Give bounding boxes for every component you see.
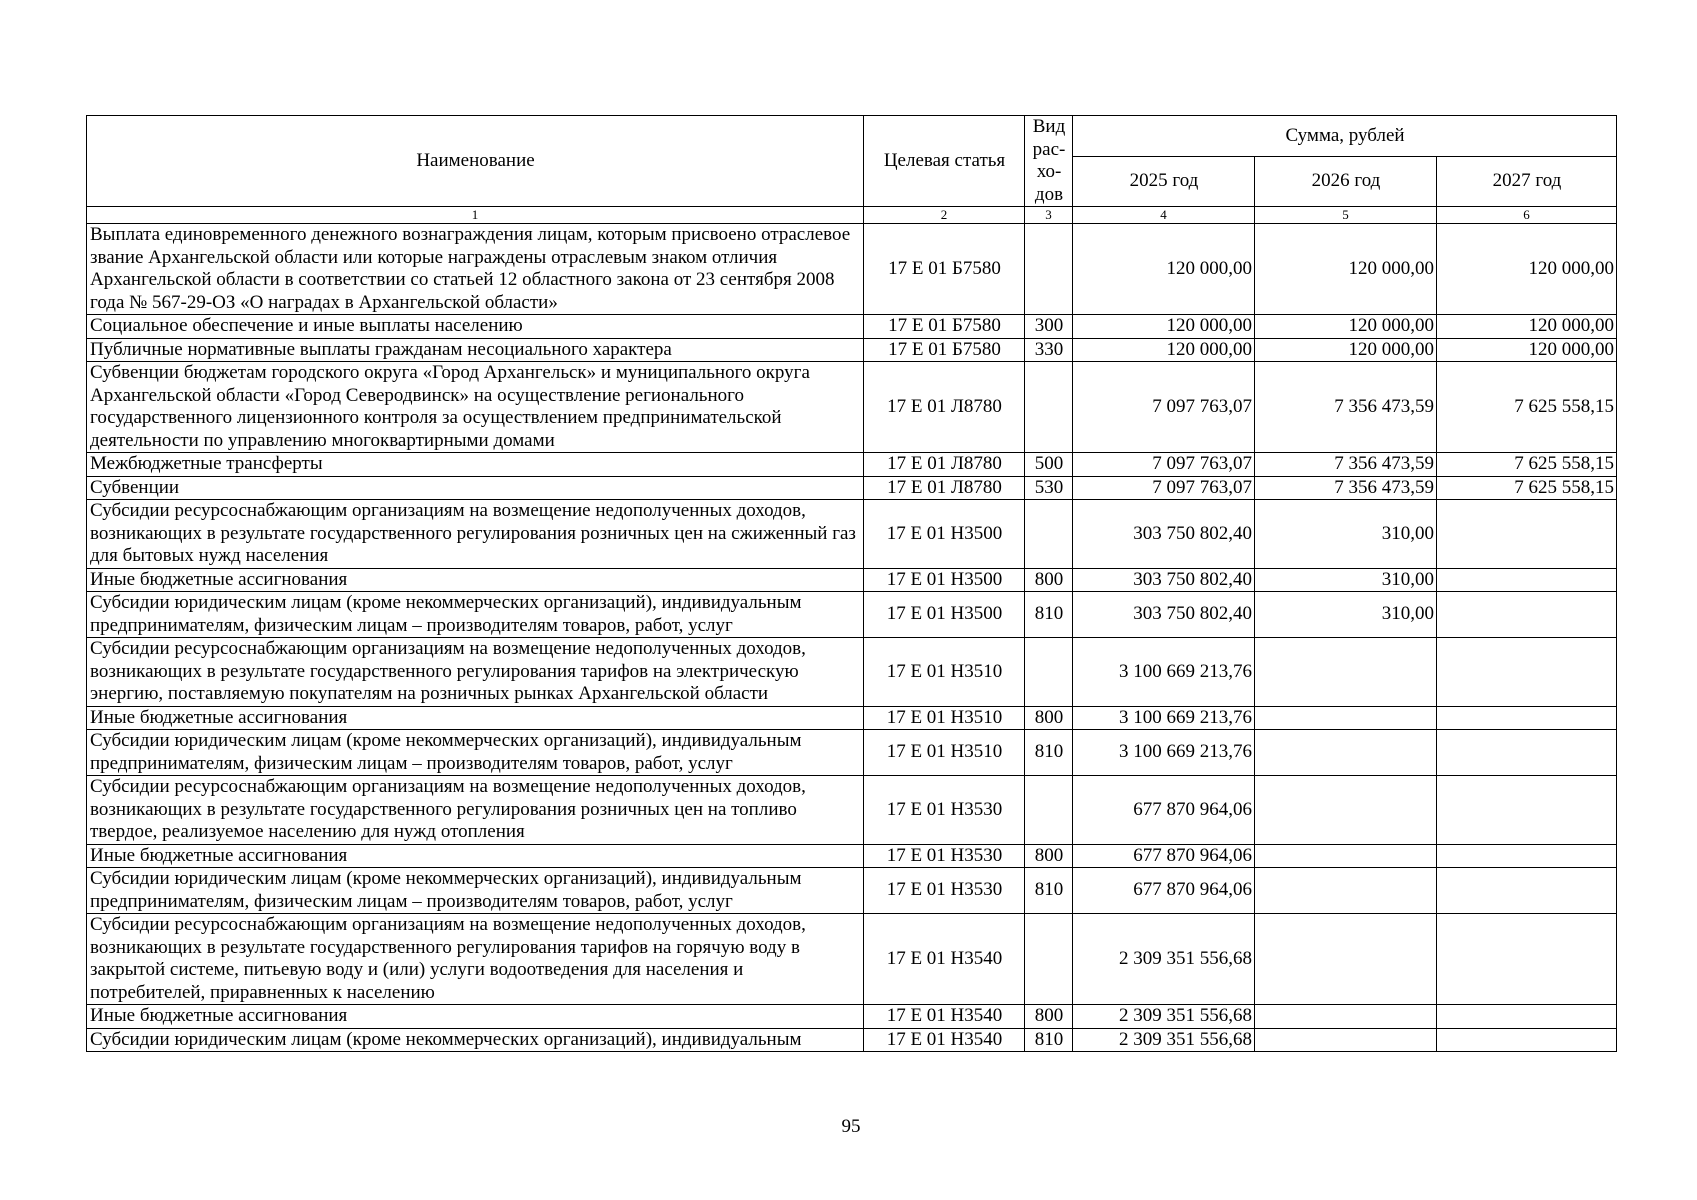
row-name: Субсидии юридическим лицам (кроме некоммерческих организаций), индивидуальным bbox=[87, 1028, 864, 1052]
table-row bbox=[87, 638, 1617, 707]
row-sum-2027 bbox=[1437, 638, 1617, 707]
row-name: Субсидии ресурсоснабжающим организациям на возмещение недополученных доходов, возникающих в результате государственного регулирования розничных цен на топливо твердое, реализуемое населению для нужд отопления bbox=[87, 776, 864, 845]
row-expense-kind bbox=[1025, 638, 1073, 707]
row-sum-2026 bbox=[1255, 730, 1437, 776]
row-expense-kind: 810 bbox=[1025, 592, 1073, 638]
row-expense-kind bbox=[1025, 362, 1073, 453]
row-name: Межбюджетные трансферты bbox=[87, 453, 864, 477]
row-sum-2026 bbox=[1255, 1005, 1437, 1029]
table-row bbox=[87, 338, 1617, 362]
table-row bbox=[87, 914, 1617, 1005]
header-name: Наименование bbox=[87, 116, 864, 207]
row-expense-kind: 800 bbox=[1025, 568, 1073, 592]
row-sum-2025: 303 750 802,40 bbox=[1073, 568, 1255, 592]
row-target-article: 17 Е 01 Б7580 bbox=[864, 338, 1025, 362]
row-sum-2026 bbox=[1255, 914, 1437, 1005]
row-name: Публичные нормативные выплаты гражданам несоциального характера bbox=[87, 338, 864, 362]
row-sum-2025: 2 309 351 556,68 bbox=[1073, 914, 1255, 1005]
row-name: Иные бюджетные ассигнования bbox=[87, 706, 864, 730]
row-sum-2025: 120 000,00 bbox=[1073, 315, 1255, 339]
row-target-article: 17 Е 01 Н3540 bbox=[864, 1028, 1025, 1052]
row-sum-2026 bbox=[1255, 1028, 1437, 1052]
row-sum-2027: 120 000,00 bbox=[1437, 224, 1617, 315]
row-expense-kind: 300 bbox=[1025, 315, 1073, 339]
table-row bbox=[87, 730, 1617, 776]
row-sum-2025: 677 870 964,06 bbox=[1073, 844, 1255, 868]
row-name: Иные бюджетные ассигнования bbox=[87, 1005, 864, 1029]
row-sum-2027 bbox=[1437, 1005, 1617, 1029]
row-sum-2025: 2 309 351 556,68 bbox=[1073, 1005, 1255, 1029]
row-target-article: 17 Е 01 Н3510 bbox=[864, 730, 1025, 776]
row-expense-kind: 330 bbox=[1025, 338, 1073, 362]
row-sum-2026 bbox=[1255, 706, 1437, 730]
page-number: 95 bbox=[841, 1116, 861, 1137]
table-row bbox=[87, 568, 1617, 592]
row-target-article: 17 Е 01 Л8780 bbox=[864, 476, 1025, 500]
header-year-2025: 2025 год bbox=[1073, 157, 1255, 207]
row-target-article: 17 Е 01 Н3510 bbox=[864, 706, 1025, 730]
row-sum-2025: 120 000,00 bbox=[1073, 224, 1255, 315]
column-number: 3 bbox=[1025, 207, 1073, 224]
row-sum-2025: 677 870 964,06 bbox=[1073, 776, 1255, 845]
row-sum-2025: 303 750 802,40 bbox=[1073, 500, 1255, 569]
budget-table bbox=[86, 115, 1617, 1052]
row-sum-2027: 120 000,00 bbox=[1437, 338, 1617, 362]
row-sum-2025: 303 750 802,40 bbox=[1073, 592, 1255, 638]
row-expense-kind: 810 bbox=[1025, 1028, 1073, 1052]
row-sum-2027: 7 625 558,15 bbox=[1437, 362, 1617, 453]
row-sum-2026: 120 000,00 bbox=[1255, 315, 1437, 339]
row-target-article: 17 Е 01 Н3530 bbox=[864, 776, 1025, 845]
row-sum-2025: 7 097 763,07 bbox=[1073, 453, 1255, 477]
row-name: Иные бюджетные ассигнования bbox=[87, 568, 864, 592]
row-sum-2027 bbox=[1437, 776, 1617, 845]
table-body bbox=[87, 207, 1617, 1052]
table-row bbox=[87, 476, 1617, 500]
row-sum-2026 bbox=[1255, 868, 1437, 914]
row-sum-2025: 120 000,00 bbox=[1073, 338, 1255, 362]
header-sum: Сумма, рублей bbox=[1073, 116, 1617, 157]
row-sum-2027 bbox=[1437, 706, 1617, 730]
row-sum-2027 bbox=[1437, 568, 1617, 592]
row-name: Субвенции bbox=[87, 476, 864, 500]
row-name: Субсидии юридическим лицам (кроме некоммерческих организаций), индивидуальным предпринимателям, физическим лицам – производителям товаров, работ, услуг bbox=[87, 730, 864, 776]
table-row bbox=[87, 224, 1617, 315]
row-target-article: 17 Е 01 Л8780 bbox=[864, 453, 1025, 477]
row-sum-2027: 120 000,00 bbox=[1437, 315, 1617, 339]
row-target-article: 17 Е 01 Н3540 bbox=[864, 1005, 1025, 1029]
row-sum-2026 bbox=[1255, 776, 1437, 845]
row-expense-kind bbox=[1025, 500, 1073, 569]
table-row bbox=[87, 1028, 1617, 1052]
table-row bbox=[87, 776, 1617, 845]
column-number: 1 bbox=[87, 207, 864, 224]
row-sum-2025: 3 100 669 213,76 bbox=[1073, 730, 1255, 776]
column-number: 4 bbox=[1073, 207, 1255, 224]
header-year-2027: 2027 год bbox=[1437, 157, 1617, 207]
row-sum-2026: 120 000,00 bbox=[1255, 338, 1437, 362]
header-target-article: Целевая статья bbox=[864, 116, 1025, 207]
row-sum-2026: 7 356 473,59 bbox=[1255, 453, 1437, 477]
column-number-row bbox=[87, 207, 1617, 224]
row-target-article: 17 Е 01 Н3530 bbox=[864, 844, 1025, 868]
column-number: 5 bbox=[1255, 207, 1437, 224]
row-name: Субсидии ресурсоснабжающим организациям на возмещение недополученных доходов, возникающих в результате государственного регулирования тарифов на электрическую энергию, поставляемую покупателям на розничных рынках Архангельской области bbox=[87, 638, 864, 707]
table-row bbox=[87, 362, 1617, 453]
row-expense-kind: 800 bbox=[1025, 706, 1073, 730]
table-row bbox=[87, 844, 1617, 868]
row-sum-2026: 120 000,00 bbox=[1255, 224, 1437, 315]
row-sum-2026: 310,00 bbox=[1255, 500, 1437, 569]
row-sum-2025: 7 097 763,07 bbox=[1073, 362, 1255, 453]
row-sum-2027: 7 625 558,15 bbox=[1437, 476, 1617, 500]
row-sum-2025: 3 100 669 213,76 bbox=[1073, 706, 1255, 730]
table-row bbox=[87, 315, 1617, 339]
row-expense-kind: 500 bbox=[1025, 453, 1073, 477]
row-sum-2025: 2 309 351 556,68 bbox=[1073, 1028, 1255, 1052]
row-target-article: 17 Е 01 Б7580 bbox=[864, 224, 1025, 315]
row-name: Субсидии юридическим лицам (кроме некоммерческих организаций), индивидуальным предпринимателям, физическим лицам – производителям товаров, работ, услуг bbox=[87, 592, 864, 638]
row-sum-2027 bbox=[1437, 844, 1617, 868]
row-expense-kind bbox=[1025, 914, 1073, 1005]
header-year-2026: 2026 год bbox=[1255, 157, 1437, 207]
row-name: Субсидии ресурсоснабжающим организациям на возмещение недополученных доходов, возникающих в результате государственного регулирования розничных цен на сжиженный газ для бытовых нужд населения bbox=[87, 500, 864, 569]
row-sum-2026 bbox=[1255, 844, 1437, 868]
row-expense-kind bbox=[1025, 224, 1073, 315]
row-name: Субсидии юридическим лицам (кроме некоммерческих организаций), индивидуальным предпринимателям, физическим лицам – производителям товаров, работ, услуг bbox=[87, 868, 864, 914]
row-target-article: 17 Е 01 Б7580 bbox=[864, 315, 1025, 339]
row-sum-2026: 7 356 473,59 bbox=[1255, 362, 1437, 453]
row-target-article: 17 Е 01 Н3500 bbox=[864, 592, 1025, 638]
header-expense-kind bbox=[1025, 116, 1073, 207]
row-sum-2025: 3 100 669 213,76 bbox=[1073, 638, 1255, 707]
row-expense-kind: 800 bbox=[1025, 844, 1073, 868]
row-sum-2027: 7 625 558,15 bbox=[1437, 453, 1617, 477]
row-target-article: 17 Е 01 Н3510 bbox=[864, 638, 1025, 707]
table-row bbox=[87, 453, 1617, 477]
row-target-article: 17 Е 01 Л8780 bbox=[864, 362, 1025, 453]
table-row bbox=[87, 868, 1617, 914]
row-sum-2027 bbox=[1437, 592, 1617, 638]
row-expense-kind: 530 bbox=[1025, 476, 1073, 500]
row-name: Выплата единовременного денежного вознаграждения лицам, которым присвоено отраслевое звание Архангельской области или которые награждены отраслевым знаком отличия Архангельской области в соответствии со статьей 12 областного закона от 23 сентября 2008 года № 567-29-ОЗ «О наградах в Архангельской области» bbox=[87, 224, 864, 315]
row-sum-2025: 677 870 964,06 bbox=[1073, 868, 1255, 914]
table-row bbox=[87, 706, 1617, 730]
row-target-article: 17 Е 01 Н3500 bbox=[864, 568, 1025, 592]
table-row bbox=[87, 592, 1617, 638]
column-number: 6 bbox=[1437, 207, 1617, 224]
row-sum-2027 bbox=[1437, 914, 1617, 1005]
row-expense-kind: 810 bbox=[1025, 730, 1073, 776]
row-sum-2026: 310,00 bbox=[1255, 568, 1437, 592]
header-expense-kind-text: Вид рас-хо-дов bbox=[1032, 116, 1066, 205]
table-row bbox=[87, 1005, 1617, 1029]
row-name: Субвенции бюджетам городского округа «Город Архангельск» и муниципального округа Архангельской области «Город Северодвинск» на осуществление регионального государственного лицензионного контроля за осуществлением предпринимательской деятельности по управлению многоквартирными домами bbox=[87, 362, 864, 453]
row-name: Иные бюджетные ассигнования bbox=[87, 844, 864, 868]
table-row bbox=[87, 500, 1617, 569]
row-expense-kind bbox=[1025, 776, 1073, 845]
row-sum-2026: 310,00 bbox=[1255, 592, 1437, 638]
row-sum-2025: 7 097 763,07 bbox=[1073, 476, 1255, 500]
row-sum-2027 bbox=[1437, 1028, 1617, 1052]
row-expense-kind: 810 bbox=[1025, 868, 1073, 914]
row-sum-2026: 7 356 473,59 bbox=[1255, 476, 1437, 500]
row-target-article: 17 Е 01 Н3530 bbox=[864, 868, 1025, 914]
row-target-article: 17 Е 01 Н3500 bbox=[864, 500, 1025, 569]
row-sum-2027 bbox=[1437, 500, 1617, 569]
document-page bbox=[86, 115, 1616, 1137]
row-sum-2027 bbox=[1437, 730, 1617, 776]
row-expense-kind: 800 bbox=[1025, 1005, 1073, 1029]
row-name: Социальное обеспечение и иные выплаты населению bbox=[87, 315, 864, 339]
row-name: Субсидии ресурсоснабжающим организациям на возмещение недополученных доходов, возникающих в результате государственного регулирования тарифов на горячую воду в закрытой системе, питьевую воду и (или) услуги водоотведения для населения и потребителей, приравненных к населению bbox=[87, 914, 864, 1005]
row-sum-2027 bbox=[1437, 868, 1617, 914]
row-sum-2026 bbox=[1255, 638, 1437, 707]
row-target-article: 17 Е 01 Н3540 bbox=[864, 914, 1025, 1005]
column-number: 2 bbox=[864, 207, 1025, 224]
